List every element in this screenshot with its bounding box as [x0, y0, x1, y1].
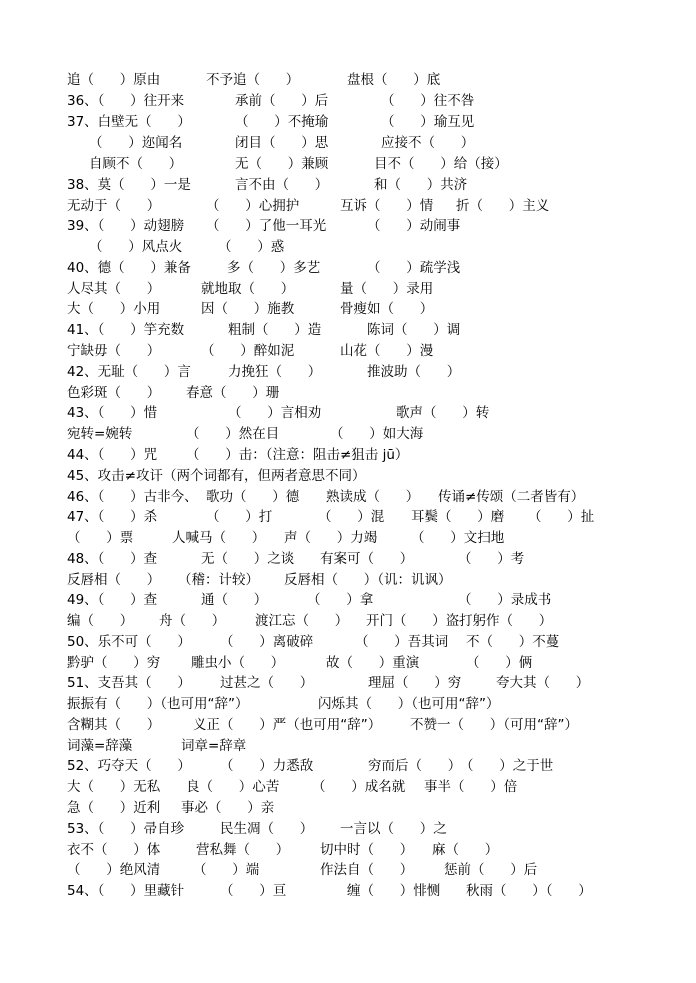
text-segment: 自顾不（ ） — [89, 156, 183, 172]
text-segment: （ ）动闹事 — [367, 218, 461, 234]
text-segment: 编（ ） — [67, 613, 134, 629]
text-segment: （ ）文扫地 — [411, 530, 505, 546]
text-segment: （ ）力悉敌 — [220, 758, 314, 774]
text-segment: 耳鬓（ ）磨 — [411, 509, 505, 525]
text-segment: （ ）拿 — [307, 592, 374, 608]
text-segment: 切中时（ ） — [320, 842, 414, 858]
text-segment: （ ）醉如泥 — [201, 343, 295, 359]
text-segment: 反唇相（ ）（讥：讥讽） — [284, 572, 452, 588]
text-segment: 推波助（ ） — [367, 364, 461, 380]
text-segment: 大（ ）无私 — [67, 779, 161, 795]
text-segment: 人喊马（ ） — [172, 530, 266, 546]
text-line — [0, 424, 696, 444]
text-line — [0, 466, 696, 486]
text-segment: （ ）迩闻名 — [89, 135, 183, 151]
text-line — [0, 507, 696, 527]
text-segment: 不赞一（ ）（可用“辞”） — [410, 717, 578, 733]
text-line — [0, 237, 696, 257]
text-line — [0, 487, 696, 507]
text-line — [0, 632, 696, 652]
text-segment: 过甚之（ ） — [220, 675, 314, 691]
text-segment: 应接不（ ） — [381, 135, 475, 151]
text-segment: 惩前（ ）后 — [444, 862, 538, 878]
text-line — [0, 694, 696, 714]
text-segment: 互诉（ ）情 — [340, 198, 434, 214]
text-segment: 46、（ ）古非今、 — [67, 489, 198, 505]
text-segment: （ ）瑜互见 — [381, 114, 475, 130]
text-segment: （ ）混 — [318, 509, 385, 525]
text-segment: 无（ ）兼顾 — [235, 156, 329, 172]
text-segment: 43、（ ）惜 — [67, 405, 158, 421]
text-segment: 38、莫（ ）一是 — [67, 177, 191, 193]
text-segment: （ ）心拥护 — [206, 198, 300, 214]
text-line — [0, 777, 696, 797]
text-segment: 45、攻击≠攻讦（两个词都有，但两者意思不同） — [67, 468, 366, 484]
text-segment: 振振有（ ）（也可用“辞”） — [67, 696, 249, 712]
text-segment: 义正（ ）严（也可用“辞”） — [193, 717, 382, 733]
text-segment: 量（ ）录用 — [340, 281, 434, 297]
text-line — [0, 196, 696, 216]
text-segment: 衣不（ ）体 — [67, 842, 161, 858]
text-segment: 陈词（ ）调 — [367, 322, 461, 338]
text-segment: （ ）如大海 — [330, 426, 424, 442]
text-segment: （ ）击：（注意：阻击≠狙击 jū） — [186, 447, 409, 463]
text-line — [0, 819, 696, 839]
text-segment: 目不（ ）给（接） — [374, 156, 508, 172]
text-segment: （ ）绝风清 — [67, 862, 161, 878]
text-line — [0, 403, 696, 423]
text-line — [0, 715, 696, 735]
text-segment: 营私舞（ ） — [196, 842, 290, 858]
text-line — [0, 175, 696, 195]
text-segment: 48、（ ）查 — [67, 551, 158, 567]
text-line — [0, 279, 696, 299]
text-line — [0, 320, 696, 340]
text-segment: 多（ ）多艺 — [227, 260, 321, 276]
text-segment: 渡江忘（ ） — [255, 613, 349, 629]
text-segment: （ ）俩 — [466, 655, 533, 671]
text-line — [0, 216, 696, 236]
text-segment: 事半（ ）倍 — [424, 779, 518, 795]
text-line — [0, 549, 696, 569]
text-line — [0, 299, 696, 319]
text-segment: （稽：计较） — [178, 572, 259, 588]
text-line — [0, 112, 696, 132]
text-segment: （ ）吾其词 — [355, 634, 449, 650]
text-segment: 骨瘦如（ ） — [340, 301, 434, 317]
text-segment: 42、无耻（ ）言 — [67, 364, 191, 380]
text-segment: 大（ ）小用 — [67, 301, 161, 317]
text-segment: 承前（ ）后 — [235, 93, 329, 109]
text-line — [0, 756, 696, 776]
text-segment: 因（ ）施教 — [201, 301, 295, 317]
text-segment: 就地取（ ） — [201, 281, 295, 297]
text-segment: 盘根（ ）底 — [347, 72, 441, 88]
text-segment: （ ）录成书 — [458, 592, 552, 608]
text-segment: 粗制（ ）造 — [228, 322, 322, 338]
text-line — [0, 653, 696, 673]
text-segment: （ ）然在目 — [186, 426, 280, 442]
text-segment: 50、乐不可（ ） — [67, 634, 191, 650]
text-line — [0, 881, 696, 901]
text-line — [0, 840, 696, 860]
text-segment: 反唇相（ ） — [67, 572, 161, 588]
text-segment: （ ）考 — [458, 551, 525, 567]
text-segment: 和（ ）共济 — [374, 177, 468, 193]
text-segment: 闪烁其（ ）（也可用“辞”） — [318, 696, 500, 712]
text-line — [0, 673, 696, 693]
text-segment: 穷而后（ ） — [368, 758, 462, 774]
text-line — [0, 154, 696, 174]
text-segment: 49、（ ）查 — [67, 592, 158, 608]
text-segment: 41、（ ）竽充数 — [67, 322, 185, 338]
text-line — [0, 736, 696, 756]
text-segment: 40、德（ ）兼备 — [67, 260, 191, 276]
text-line — [0, 528, 696, 548]
text-line — [0, 860, 696, 880]
text-segment: （ ）之于世 — [460, 758, 554, 774]
text-segment: 无动于（ ） — [67, 198, 161, 214]
text-segment: 47、（ ）杀 — [67, 509, 158, 525]
text-line — [0, 445, 696, 465]
text-line — [0, 611, 696, 631]
text-segment: 良（ ）心苦 — [186, 779, 280, 795]
text-segment: 歌声（ ）转 — [396, 405, 490, 421]
text-segment: 言不由（ ） — [235, 177, 329, 193]
text-segment: 44、（ ）咒 — [67, 447, 158, 463]
text-segment: 麻（ ） — [432, 842, 499, 858]
text-segment: 缠（ ）悱恻 — [347, 883, 441, 899]
text-segment: 含糊其（ ） — [67, 717, 161, 733]
text-segment: （ ）端 — [193, 862, 260, 878]
text-segment: 故（ ）重演 — [326, 655, 420, 671]
text-line — [0, 91, 696, 111]
text-segment: 不（ ）不蔓 — [466, 634, 560, 650]
text-segment: 通（ ） — [201, 592, 268, 608]
text-segment: 歌功（ ）德 — [206, 489, 300, 505]
text-segment: （ ）了他一耳光 — [206, 218, 327, 234]
text-segment: 作法自（ ） — [320, 862, 414, 878]
text-line — [0, 590, 696, 610]
text-segment: 一言以（ ）之 — [340, 821, 447, 837]
text-segment: 宛转=婉转 — [67, 426, 133, 442]
text-segment: （ ）离破碎 — [220, 634, 314, 650]
text-segment: 开门（ ）盗 — [366, 613, 460, 629]
text-segment: （ ）扯 — [528, 509, 595, 525]
text-segment: 39、（ ）动翅膀 — [67, 218, 185, 234]
text-segment: 春意（ ）珊 — [186, 385, 280, 401]
text-segment: 53、（ ）帚自珍 — [67, 821, 185, 837]
text-segment: 雕虫小（ ） — [191, 655, 285, 671]
text-segment: （ ）票 — [67, 530, 134, 546]
text-segment: 山花（ ）漫 — [340, 343, 434, 359]
text-segment: 有案可（ ） — [320, 551, 414, 567]
text-segment: （ ）亘 — [220, 883, 287, 899]
text-segment: 宁缺毋（ ） — [67, 343, 161, 359]
text-line — [0, 798, 696, 818]
text-segment: 人尽其（ ） — [67, 281, 161, 297]
text-segment: （ ）惑 — [218, 239, 285, 255]
text-segment: 传诵≠传颂（二者皆有） — [438, 489, 585, 505]
text-segment: 熟读成（ ） — [326, 489, 420, 505]
text-line — [0, 570, 696, 590]
text-segment: 36、（ ）往开来 — [67, 93, 185, 109]
text-line — [0, 258, 696, 278]
text-segment: 秋雨（ ）（ ） — [466, 883, 592, 899]
text-segment: 理屈（ ）穷 — [368, 675, 462, 691]
text-line — [0, 70, 696, 90]
text-segment: 力挽狂（ ） — [228, 364, 322, 380]
text-segment: 52、巧夺天（ ） — [67, 758, 191, 774]
text-segment: 37、白壁无（ ） — [67, 114, 191, 130]
text-segment: 追（ ）原由 — [67, 72, 161, 88]
text-segment: 无（ ）之谈 — [201, 551, 295, 567]
text-segment: 舟（ ） — [159, 613, 226, 629]
text-segment: 急（ ）近利 — [67, 800, 161, 816]
text-segment: 声（ ）力竭 — [284, 530, 378, 546]
text-segment: 事必（ ）亲 — [181, 800, 275, 816]
text-segment: （ ）打 — [206, 509, 273, 525]
text-segment: 闭目（ ）思 — [235, 135, 329, 151]
text-segment: （ ）疏学浅 — [367, 260, 461, 276]
text-segment: （ ）言相劝 — [228, 405, 322, 421]
text-line — [0, 133, 696, 153]
text-segment: （ ）风点火 — [89, 239, 183, 255]
text-segment: 词章=辞章 — [181, 738, 247, 754]
text-line — [0, 383, 696, 403]
text-segment: 54、（ ）里藏针 — [67, 883, 185, 899]
text-segment: 折（ ）主义 — [456, 198, 550, 214]
text-segment: 词藻=辞藻 — [67, 738, 133, 754]
text-segment: （ ）成名就 — [312, 779, 406, 795]
text-segment: 打躬作（ ） — [459, 613, 553, 629]
text-segment: 黔驴（ ）穷 — [67, 655, 161, 671]
text-segment: （ ）不掩瑜 — [235, 114, 329, 130]
text-segment: 民生凋（ ） — [220, 821, 314, 837]
text-segment: 夸大其（ ） — [496, 675, 590, 691]
text-line — [0, 341, 696, 361]
text-segment: 色彩斑（ ） — [67, 385, 161, 401]
text-segment: （ ）往不咎 — [381, 93, 475, 109]
text-segment: 不予追（ ） — [206, 72, 300, 88]
text-segment: 51、支吾其（ ） — [67, 675, 191, 691]
text-line — [0, 362, 696, 382]
